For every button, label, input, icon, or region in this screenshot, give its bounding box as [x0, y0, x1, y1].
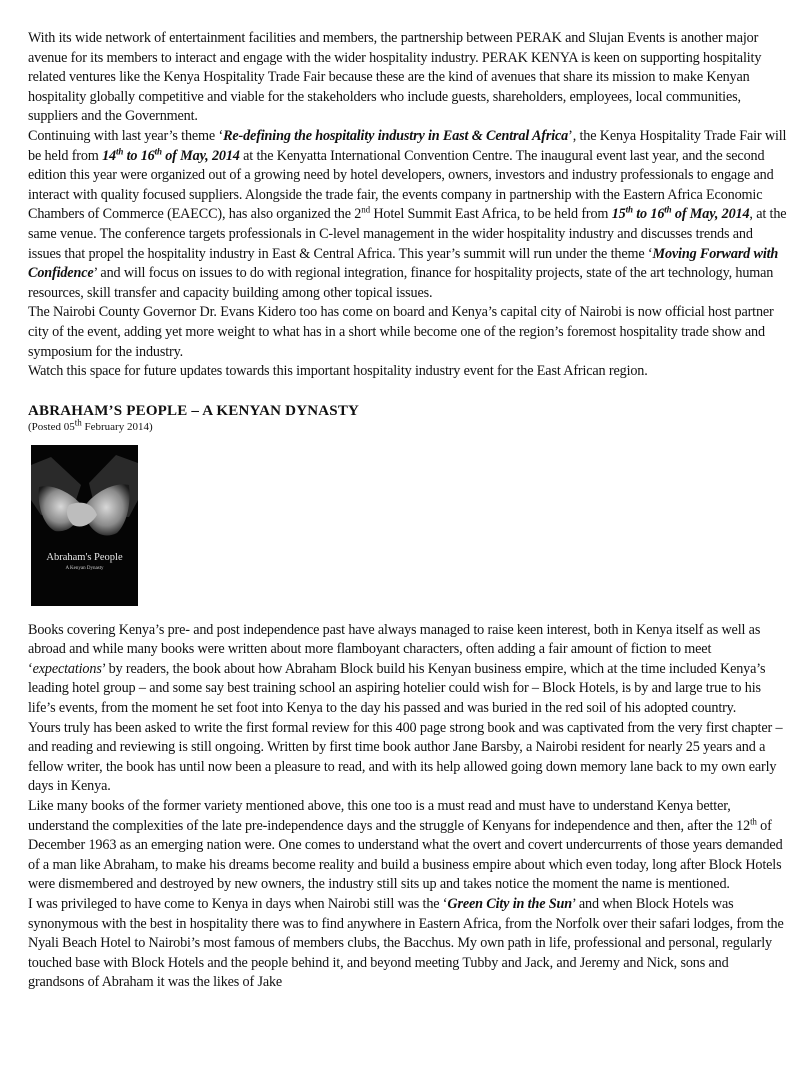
paragraph-trade-fair: Continuing with last year’s theme ‘Re-defining the hospitality industry in East & Central Africa’, the Kenya Hospitality Trade Fair will be held from 14th to 16th of May, 2014 at the Kenyatta International Convention Centre. The inaugural event last year, and the second edition this year were organized out of a growing need by hotel developers, owners, investors and industry professionals to engage and interact with quality focused suppliers. Alongside the trade fair, the events company in partnership with the Eastern Africa Economic Chambers of Commerce (EAECC), has also organized the 2nd Hotel Summit East Africa, to be held from 15th to 16th of May, 2014, at the same venue. The conference targets professionals in C-level management in the wider hospitality industry and discusses trends and issues that propel the hospitality industry in East & Central Africa. This year’s summit will run under the theme ‘Moving Forward with Confidence’ and will focus on issues to do with regional integration, finance for hospitality projects, state of the art technology, human resources, skill transfer and capacity building among other topical issues. — [28, 127, 787, 301]
theme-emphasis: Re-defining the hospitality industry in East & Central Africa — [223, 127, 569, 144]
book-subtitle: A Kenyan Dynasty — [65, 565, 104, 571]
document-page — [28, 29, 788, 993]
paragraph-privileged: I was privileged to have come to Kenya in days when Nairobi still was the ‘Green City in the Sun’ and when Block Hotels was synonymous with the best in hospitality there was to find anywhere in Eastern Africa, from the Norfolk over their safari lodges, from the Nyali Beach Hotel to Nairobi’s most famous of members clubs, the Bacchus. My own path in life, professional and personal, regularly touched base with Block Hotels and the people behind it, and beyond meeting Tubby and Jack, and Jeremy and Nick, sons and grandsons of Abraham it was the likes of Jake — [28, 896, 784, 991]
paragraph-books-kenya: Books covering Kenya’s pre- and post independence past have always managed to raise keen interest, both in Kenya itself as well as abroad and while many books were written about more flamboyant characters, often adding a fair amount of fiction to meet ‘expectations’ by readers, the book about how Abraham Block build his Kenyan business empire, which at the time included Kenya’s leading hotel group – and some say best training school an aspiring hotelier could wish for – Block Hotels, is by and large true to his life’s events, from the moment he set foot into Kenya to the day his passed and was buried in the red soil of his adopted country. — [28, 621, 766, 717]
date-emphasis: 14th to 16th of May, 2014 — [102, 145, 240, 164]
green-city-emphasis: Green City in the Sun — [447, 896, 572, 912]
paragraph-watch-space: Watch this space for future updates towards this important hospitality industry event for the East African region. — [28, 363, 648, 380]
article-heading: ABRAHAM’S PEOPLE – A KENYAN DYNASTY — [28, 402, 360, 419]
book-title: Abraham's People — [46, 551, 123, 563]
posted-date: (Posted 05th February 2014) — [28, 417, 153, 433]
book-cover-image — [31, 445, 138, 606]
theme-emphasis: Moving Forward with Confidence — [28, 245, 779, 282]
paragraph-perak-partnership: With its wide network of entertainment facilities and members, the partnership between PERAK and Slujan Events is another major avenue for its members to interact and engage with the wider hospitality industry. PERAK KENYA is keen on supporting hospitality related ventures like the Kenya Hospitality Trade Fair because these are the kind of avenues that share its mission to make Kenyan hospitality globally competitive and viable for the stakeholders who include guests, shareholders, employees, local communities, suppliers and the Government. — [28, 30, 762, 125]
paragraph-must-read: Like many books of the former variety mentioned above, this one too is a must read and must have to understand Kenya better, understand the complexities of the late pre-independence days and the struggle of Kenyans for independence and then, after the 12th of December 1963 as an emerging nation were. One comes to understand what the overt and covert undercurrents of those years demanded of a man like Abraham, to make his dreams become reality and build a business empire about which even today, long after Block Hotels were dismembered and destroyed by new owners, the industry still sits up and takes notice the moment the name is mentioned. — [28, 798, 783, 893]
paragraph-review: Yours truly has been asked to write the first formal review for this 400 page strong book and was captivated from the very first chapter – and reading and reviewing is still ongoing. Written by first time book author Jane Barsby, a Nairobi resident for nearly 25 years and a fellow writer, the book has until now been a pleasure to read, and with its help allowed going down memory lane back to my own early days in Kenya. — [28, 719, 783, 795]
clasped-hands-illustration — [31, 445, 138, 606]
date-emphasis: 15th to 16th of May, 2014 — [611, 204, 750, 223]
paragraph-nairobi-host: The Nairobi County Governor Dr. Evans Kidero too has come on board and Kenya’s capital city of Nairobi is now official host partner city of the event, adding yet more weight to what has in a short while become one of the region’s foremost hospitality trade show and symposium for the industry. — [28, 304, 774, 360]
